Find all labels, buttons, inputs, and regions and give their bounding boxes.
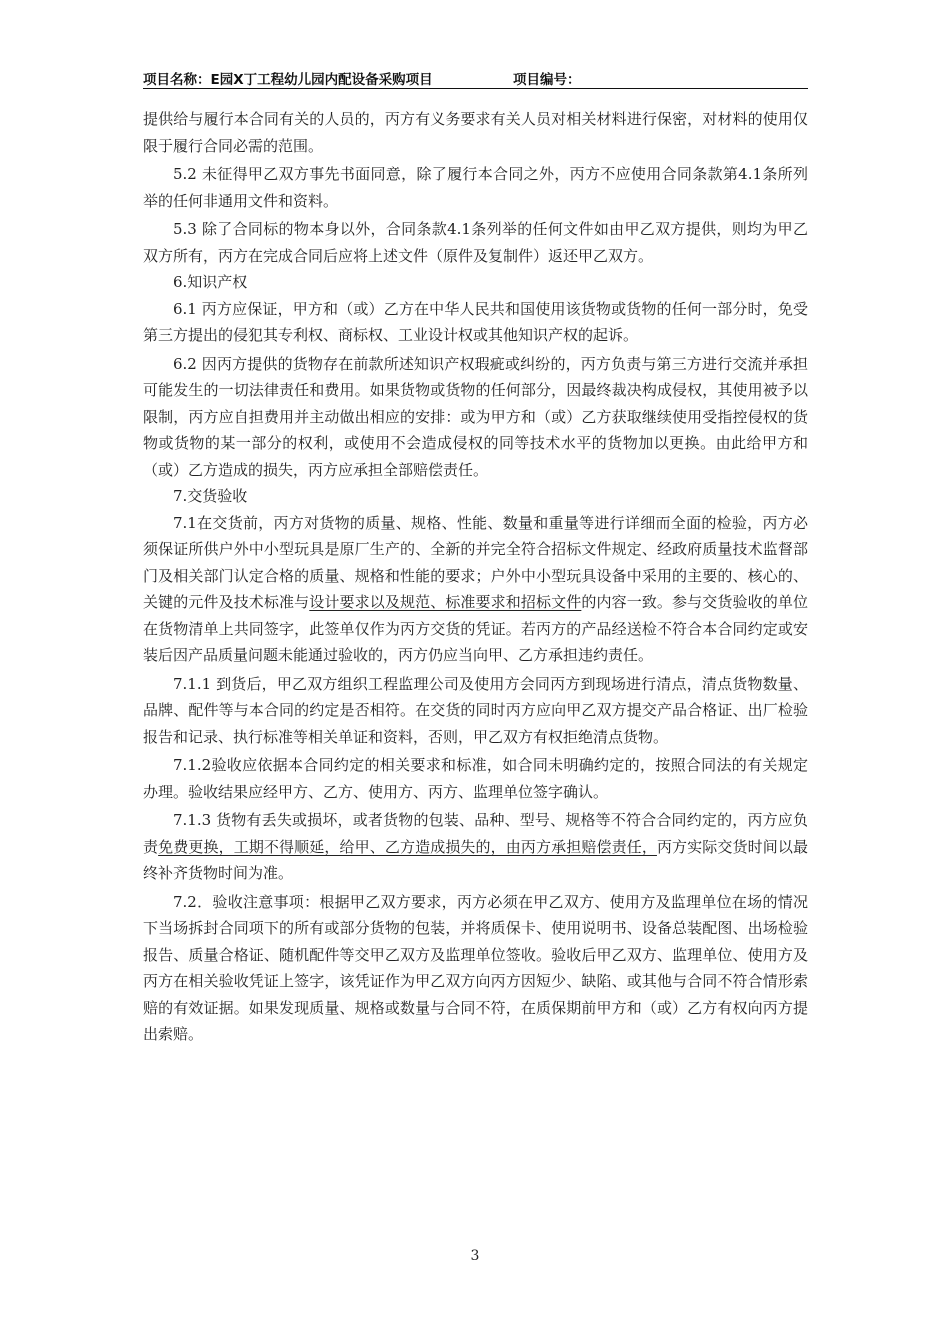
paragraph-7-1-3-text-a: 7.1.3 货物有丢失或损坏，或者货物的包装、品种、型号、规格等不符合合同约定的，丙方应负责 xyxy=(143,811,808,856)
paragraph-5-3: 5.3 除了合同标的物本身以外，合同条款4.1条列举的任何文件如由甲乙双方提供，则均为甲乙双方所有，丙方在完成合同后应将上述文件（原件及复制件）返还甲乙双方。 xyxy=(143,220,808,265)
paragraph-7-1-underlined: 设计要求以及规范、标准要求和招标文件 xyxy=(309,593,582,611)
page-header xyxy=(143,66,808,88)
paragraph-6-1: 6.1 丙方应保证，甲方和（或）乙方在中华人民共和国使用该货物或货物的任何一部分时，免受第三方提出的侵犯其专利权、商标权、工业设计权或其他知识产权的起诉。 xyxy=(143,299,808,344)
section-heading-7: 7.交货验收 xyxy=(173,487,248,505)
paragraph-7-1-text-a: 7.1在交货前，丙方对货物的质量、规格、性能、数量和重量等进行详细而全面的检验，丙方必须保证所供户外中小型玩具是原厂生产的、全新的并完全符合招标文件规定、经政府质量技术监督部门及相关部门认定合格的质量、规格和性能的要求；户外中小型玩具设备中采用的主要的、核心的、关键的元件及技术标准与 xyxy=(143,513,808,611)
page-number: 3 xyxy=(470,1248,480,1264)
document-body xyxy=(143,106,808,1048)
paragraph-5-2: 5.2 未征得甲乙双方事先书面同意，除了履行本合同之外，丙方不应使用合同条款第4.1条所列举的任何非通用文件和资料。 xyxy=(143,165,808,210)
paragraph-6-2: 6.2 因丙方提供的货物存在前款所述知识产权瑕疵或纠纷的，丙方负责与第三方进行交流并承担可能发生的一切法律责任和费用。如果货物或货物的任何部分，因最终裁决构成侵权，其使用被予以限制，丙方应自担费用并主动做出相应的安排：或为甲方和（或）乙方获取继续使用受指控侵权的货物或货物的某一部分的权利，或使用不会造成侵权的同等技术水平的货物加以更换。由此给甲方和（或）乙方造成的损失，丙方应承担全部赔偿责任。 xyxy=(143,354,808,479)
paragraph-5-1-continued: 提供给与履行本合同有关的人员的，丙方有义务要求有关人员对相关材料进行保密，对材料的使用仅限于履行合同必需的范围。 xyxy=(143,110,808,155)
paragraph-7-1-2: 7.1.2验收应依据本合同约定的相关要求和标准，如合同未明确约定的，按照合同法的有关规定办理。验收结果应经甲方、乙方、使用方、丙方、监理单位签字确认。 xyxy=(143,756,808,801)
paragraph-7-1-3-underlined: 免费更换，工期不得顺延，给甲、乙方造成损失的，由丙方承担赔偿责任， xyxy=(158,837,657,856)
paragraph-7-1-3 xyxy=(143,807,808,887)
paragraph-7-1 xyxy=(143,510,808,669)
paragraph-7-1-3-text-b: 丙方实际交货时间以最终补齐货物时间为准。 xyxy=(143,837,808,882)
header-divider xyxy=(143,88,808,89)
section-heading-6: 6.知识产权 xyxy=(173,273,248,291)
paragraph-7-1-text-b: 的内容一致。参与交货验收的单位在货物清单上共同签字，此签单仅作为丙方交货的凭证。若丙方的产品经送检不符合本合同约定或安装后因产品质量问题未能通过验收的，丙方仍应当向甲、乙方承担违约责任。 xyxy=(143,593,808,664)
paragraph-7-2: 7.2．验收注意事项：根据甲乙双方要求，丙方必须在甲乙双方、使用方及监理单位在场的情况下当场拆封合同项下的所有或部分货物的包装，并将质保卡、使用说明书、设备总装配图、出场检验报告、质量合格证、随机配件等交甲乙双方及监理单位签收。验收后甲乙双方、监理单位、使用方及丙方在相关验收凭证上签字，该凭证作为甲乙双方向丙方因短少、缺陷、或其他与合同不符合情形索赔的有效证据。如果发现质量、规格或数量与合同不符，在质保期前甲方和（或）乙方有权向丙方提出索赔。 xyxy=(143,892,808,1043)
paragraph-7-1-1: 7.1.1 到货后，甲乙双方组织工程监理公司及使用方会同丙方到现场进行清点，清点货物数量、品牌、配件等与本合同的约定是否相符。在交货的同时丙方应向甲乙双方提交产品合格证、出厂检验报告和记录、执行标准等相关单证和资料，否则，甲乙双方有权拒绝清点货物。 xyxy=(143,674,808,746)
header-project-name: 项目名称：E园X丁工程幼儿园内配设备采购项目 xyxy=(143,72,433,88)
header-project-code: 项目编号： xyxy=(513,72,581,88)
